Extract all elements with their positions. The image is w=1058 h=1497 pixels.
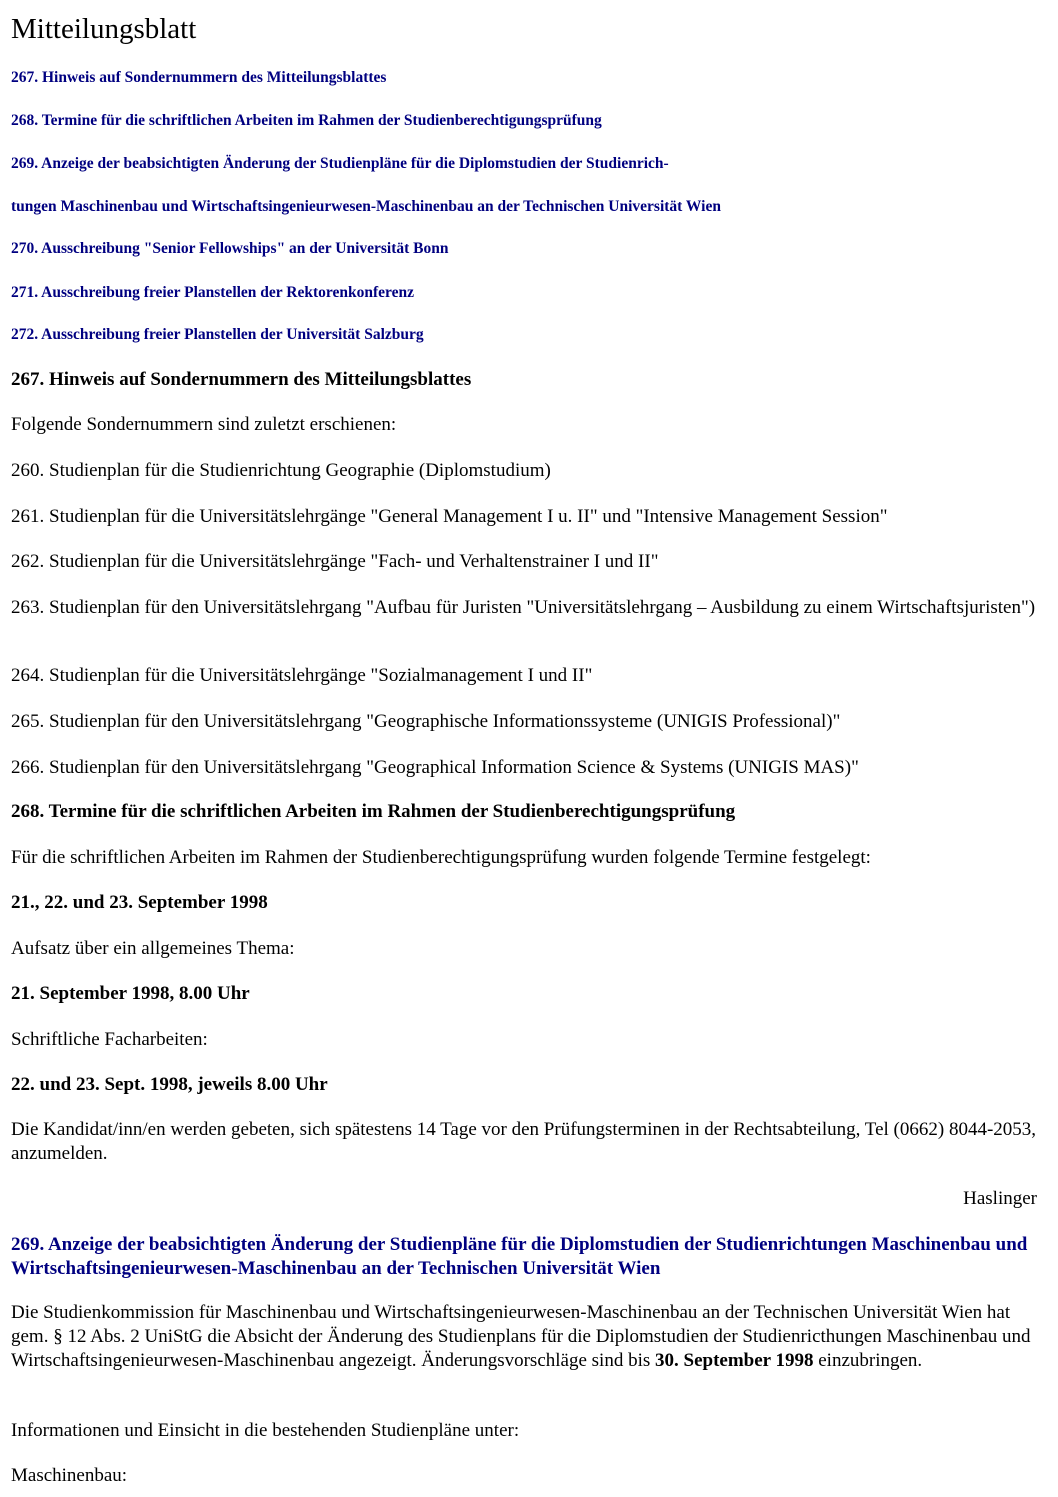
list-item-266: 266. Studienplan für den Universitätslehrgang "Geographical Information Science & Systems (UNIGIS MAS)" <box>11 757 859 778</box>
list-item-265: 265. Studienplan für den Universitätslehrgang "Geographische Informationssysteme (UNIGIS Professional)" <box>11 711 841 732</box>
toc-link-269-continued[interactable]: tungen Maschinenbau und Wirtschaftsingenieurwesen-Maschinenbau an der Technischen Universität Wien <box>11 198 721 215</box>
toc-link-267[interactable]: 267. Hinweis auf Sondernummern des Mitteilungsblattes <box>11 69 387 86</box>
toc-link-271[interactable]: 271. Ausschreibung freier Planstellen der Rektorenkonferenz <box>11 284 414 301</box>
section-269-body-text: Die Studienkommission für Maschinenbau und Wirtschaftsingenieurwesen-Maschinenbau an der Technischen Universität Wien hat gem. § 12 Abs. 2 UniStG die Absicht der Änderung des Studienplans für die Diplomstudien der Studienricthungen Maschinenbau und Wirtschaftsingenieurwesen-Maschinenbau angezeigt. Änderungsvorschläge sind bis <box>11 1302 1031 1371</box>
deadline-date: 30. September 1998 <box>655 1350 814 1371</box>
section-269-body <box>11 1301 1041 1373</box>
maschinenbau-label: Maschinenbau: <box>11 1465 128 1486</box>
section-268-heading: 268. Termine für die schriftlichen Arbeiten im Rahmen der Studienberechtigungsprüfung <box>11 801 736 822</box>
section-267-intro: Folgende Sondernummern sind zuletzt erschienen: <box>11 414 397 435</box>
written-exams-label: Schriftliche Facharbeiten: <box>11 1029 208 1050</box>
list-item-260: 260. Studienplan für die Studienrichtung Geographie (Diplomstudium) <box>11 460 551 481</box>
section-267-heading: 267. Hinweis auf Sondernummern des Mitteilungsblattes <box>11 369 472 390</box>
toc-link-270[interactable]: 270. Ausschreibung "Senior Fellowships" an der Universität Bonn <box>11 240 449 257</box>
registration-note: Die Kandidat/inn/en werden gebeten, sich spätestens 14 Tage vor den Prüfungsterminen in der Rechtsabteilung, Tel (0662) 8044-2053, anzumelden. <box>11 1119 1037 1164</box>
toc-link-272[interactable]: 272. Ausschreibung freier Planstellen der Universität Salzburg <box>11 326 424 343</box>
list-item-263: 263. Studienplan für den Universitätslehrgang "Aufbau für Juristen "Universitätslehrgang – Ausbildung zu einem Wirtschaftsjuristen") <box>11 597 1036 618</box>
toc-link-268[interactable]: 268. Termine für die schriftlichen Arbeiten im Rahmen der Studienberechtigungsprüfung <box>11 112 602 129</box>
exam-dates: 21., 22. und 23. September 1998 <box>11 892 268 913</box>
section-269-body-end: einzubringen. <box>813 1350 923 1371</box>
page-title: Mitteilungsblatt <box>11 13 197 45</box>
list-item-264: 264. Studienplan für die Universitätslehrgänge "Sozialmanagement I und II" <box>11 665 593 686</box>
essay-date: 21. September 1998, 8.00 Uhr <box>11 983 250 1004</box>
essay-label: Aufsatz über ein allgemeines Thema: <box>11 938 295 959</box>
signature: Haslinger <box>963 1188 1037 1209</box>
list-item-262: 262. Studienplan für die Universitätslehrgänge "Fach- und Verhaltenstrainer I und II" <box>11 551 659 572</box>
info-line: Informationen und Einsicht in die bestehenden Studienpläne unter: <box>11 1420 520 1441</box>
section-268-intro: Für die schriftlichen Arbeiten im Rahmen der Studienberechtigungsprüfung wurden folgende Termine festgelegt: <box>11 847 871 868</box>
written-exams-date: 22. und 23. Sept. 1998, jeweils 8.00 Uhr <box>11 1074 328 1095</box>
section-269-heading: 269. Anzeige der beabsichtigten Änderung der Studienpläne für die Diplomstudien der Studienrichtungen Maschinenbau und Wirtschaftsingenieurwesen-Maschinenbau an der Technischen Universität Wien <box>11 1234 1028 1279</box>
toc-link-269[interactable]: 269. Anzeige der beabsichtigten Änderung der Studienpläne für die Diplomstudien der Studienrich- <box>11 155 669 172</box>
list-item-261: 261. Studienplan für die Universitätslehrgänge "General Management I u. II" und "Intensive Management Session" <box>11 506 888 527</box>
